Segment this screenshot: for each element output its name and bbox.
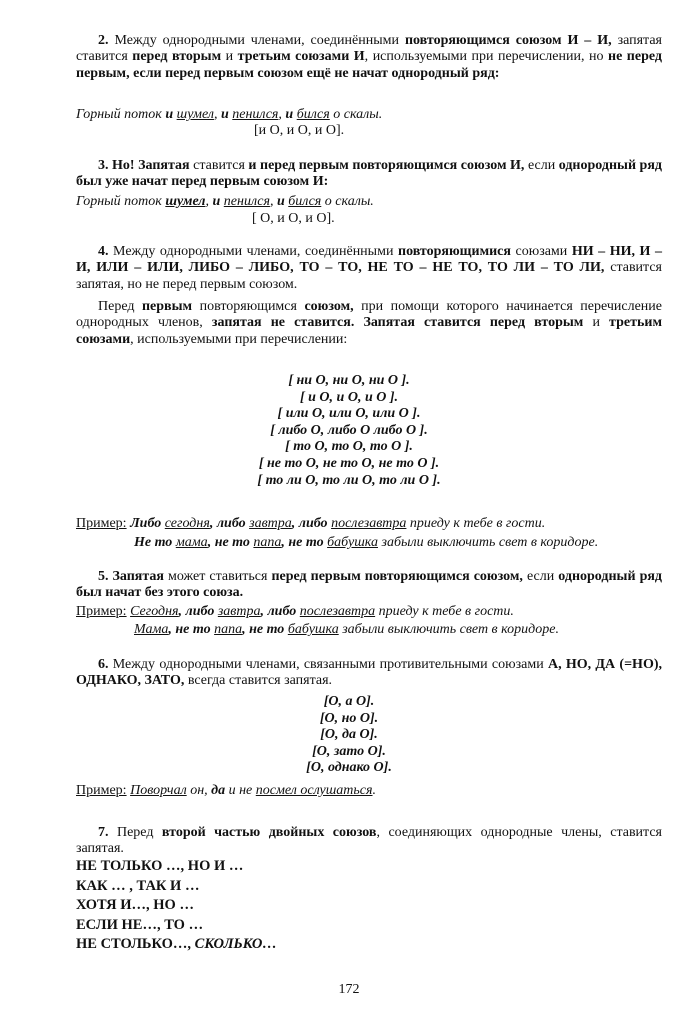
scheme-line: [О, а О]. — [323, 694, 375, 709]
rule-3-scheme: [ О, и О, и О]. — [252, 211, 335, 226]
list-item: КАК … , ТАК И … — [76, 877, 200, 894]
scheme-line: [ то О, то О, то О ]. — [285, 439, 413, 455]
scheme-line: [ либо О, либо О либо О ]. — [270, 422, 428, 438]
scheme-line: [ то ли О, то ли О, то ли О ]. — [257, 472, 441, 488]
scheme-line: [О, но О]. — [319, 710, 379, 726]
rule-5-text: 5. Запятая может ставиться перед первым повторяющимся союзом, если однородный ряд был начат без этого союза. — [76, 569, 663, 601]
page-number: 172 — [338, 982, 360, 997]
rule-6-example: Пример: Поворчал он, да и не посмел ослушаться. — [76, 783, 377, 798]
rule-2-example: Горный поток и шумел, и пенился, и бился о скалы. — [76, 107, 383, 122]
rule-4-example-1: Пример: Либо сегодня, либо завтра, либо послезавтра приеду к тебе в гости. — [76, 516, 546, 531]
scheme-line: [ или О, или О, или О ]. — [277, 406, 421, 422]
rule-5-example-1: Пример: Сегодня, либо завтра, либо послезавтра приеду к тебе в гости. — [76, 604, 514, 619]
scheme-line: [О, да О]. — [320, 727, 378, 743]
scheme-line: [О, однако О]. — [306, 760, 392, 776]
rule-6-text: 6. Между однородными членами, связанными противительными союзами А, НО, ДА (=НО), ОДНАКО, ЗАТО, всегда ставится запятая. — [76, 657, 662, 689]
rule-2-text: 2. Между однородными членами, соединёнными повторяющимся союзом И – И, запятая ставится перед вторым и третьим союзами И, используемыми при перечислении, но не перед первым, если перед первым союзом ещё не начат однородный ряд: — [76, 33, 663, 81]
scheme-line: [ не то О, не то О, не то О ]. — [258, 455, 440, 471]
rule-6-schemes — [0, 694, 698, 777]
scheme-line: [ и О, и О, и О ]. — [299, 389, 398, 405]
rule-3-text: 3. Но! Запятая ставится и перед первым повторяющимся союзом И, если однородный ряд был уже начат перед первым союзом И: — [76, 158, 662, 190]
rule-4-example-2: Не то мама, не то папа, не то бабушка забыли выключить свет в коридоре. — [134, 535, 599, 550]
rule-3-example: Горный поток шумел, и пенился, и бился о скалы. — [76, 194, 374, 209]
rule-5-example-2: Мама, не то папа, не то бабушка забыли выключить свет в коридоре. — [134, 622, 559, 637]
scheme-line: [ ни О, ни О, ни О ]. — [288, 373, 410, 388]
list-item: ХОТЯ И…, НО … — [76, 897, 194, 913]
list-item: ЕСЛИ НЕ…, ТО … — [76, 916, 204, 933]
rule-4-schemes — [0, 373, 698, 489]
rule-7-text: 7. Перед второй частью двойных союзов, соединяющих однородные члены, ставится запятая. — [76, 825, 662, 857]
rule-4-text: 4. Между однородными членами, соединёнными повторяющимися союзами НИ – НИ, И – И, ИЛИ – ИЛИ, ЛИБО – ЛИБО, ТО – ТО, НЕ ТО – НЕ ТО, ТО ЛИ – ТО ЛИ, ставится запятая, но не перед первым союзом. — [76, 244, 662, 292]
list-item: НЕ ТОЛЬКО …, НО И … — [76, 858, 244, 874]
rule-2-scheme: [и О, и О, и О]. — [254, 123, 345, 138]
rule-4-paragraph-2: Перед первым повторяющимся союзом, при помощи которого начинается перечисление однородных членов, запятая не ставится. Запятая ставится перед вторым и третьим союзами, используемыми при перечислении: — [76, 299, 663, 347]
double-conjunctions-list — [76, 857, 277, 955]
list-item: НЕ СТОЛЬКО…, СКОЛЬКО… — [76, 936, 277, 952]
scheme-line: [О, зато О]. — [312, 743, 386, 759]
